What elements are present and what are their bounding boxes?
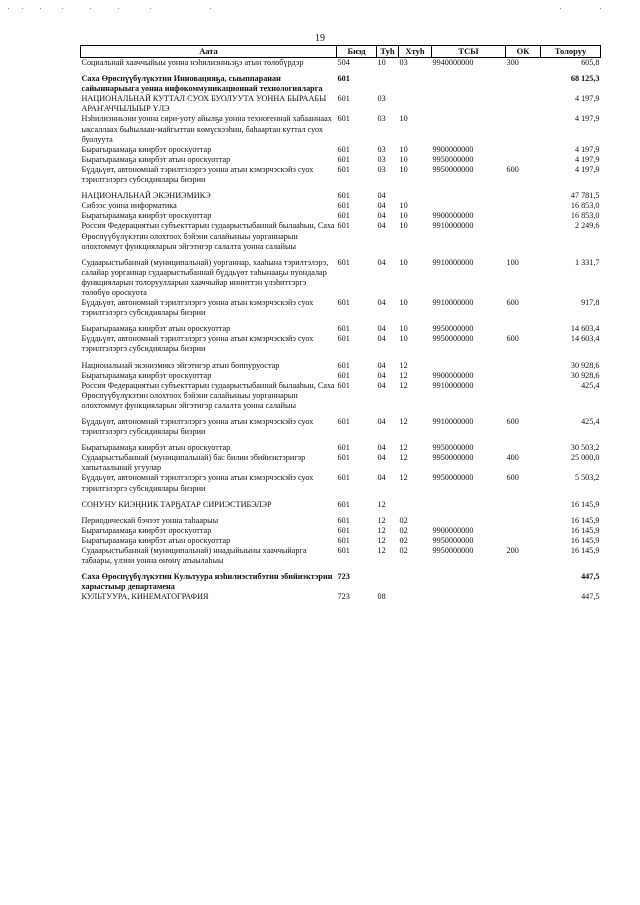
row-section: 12 <box>377 546 386 556</box>
row-amount: 16 145,9 <box>570 546 600 556</box>
row-expense-type: 600 <box>506 334 519 344</box>
row-ved: 601 <box>337 417 350 426</box>
row-subsection: 12 <box>399 370 408 380</box>
row-target-item: 9950000000 <box>432 154 474 164</box>
row-ved: 601 <box>337 499 350 509</box>
row-name: Бүддьүөт, автономнай тэрилтэлэргэ уонна атын кэмэрчэскэйэ суох тэрилтэлэргэ субсидиялары биэрии <box>81 334 314 354</box>
row-amount: 14 603,4 <box>570 334 600 344</box>
row-target-item: 9900000000 <box>432 370 474 380</box>
table-row <box>81 453 601 473</box>
row-expense-type: 100 <box>506 257 519 267</box>
row-section: 04 <box>377 417 386 426</box>
row-section: 03 <box>377 94 386 104</box>
row-subsection: 10 <box>399 154 408 164</box>
row-section: 12 <box>377 515 386 525</box>
row-section: 04 <box>377 443 386 453</box>
row-subsection: 02 <box>399 525 408 535</box>
row-target-item: 9910000000 <box>432 257 474 267</box>
row-ved: 601 <box>337 144 350 154</box>
row-expense-type <box>506 201 541 211</box>
row-subsection: 10 <box>399 221 408 231</box>
row-ved: 601 <box>337 191 350 201</box>
row-target-item <box>432 516 506 526</box>
row-expense-type <box>506 361 541 371</box>
row-ved: 601 <box>337 546 350 556</box>
row-section: 04 <box>377 360 386 370</box>
row-name: Бырагыраамаҕа киирбэт атын ороскуоттар <box>81 324 231 334</box>
row-name: Национальнай экэниэмикэ эйгэтигэр атын боппуруостар <box>81 360 280 370</box>
row-section: 04 <box>377 221 386 231</box>
row-subsection: 10 <box>399 114 408 124</box>
row-subsection: 12 <box>399 380 408 390</box>
row-target-item <box>432 592 506 602</box>
table-row <box>81 165 601 185</box>
row-expense-type: 300 <box>506 58 519 67</box>
row-subsection: 12 <box>399 360 408 370</box>
table-header <box>81 46 601 58</box>
row-ved: 601 <box>337 324 350 334</box>
row-ved: 601 <box>337 164 350 174</box>
row-amount: 68 125,3 <box>570 74 600 84</box>
table-row <box>81 536 601 546</box>
row-ved: 601 <box>337 94 350 104</box>
table-row <box>81 211 601 221</box>
table-row <box>81 381 601 411</box>
row-ved: 601 <box>337 211 350 221</box>
row-name: Нэһилиэнньэни уонна сири-уоту айылҕа уонна техногеннай хабааннаах ыксаллаах быһылаан-майгыттан көмүскээһин, баһаартан куттал суох буолуута <box>81 114 332 144</box>
row-ved: 601 <box>337 74 350 84</box>
page-number: 19 <box>315 33 325 44</box>
row-subsection: 02 <box>399 546 408 556</box>
row-target-item: 9910000000 <box>432 298 474 308</box>
row-target-item: 9900000000 <box>432 211 474 221</box>
row-name: Бүддьүөт, автономнай тэрилтэлэргэ уонна атын кэмэрчэскэйэ суох тэрилтэлэргэ субсидиялары биэрии <box>81 298 314 318</box>
row-amount: 30 928,6 <box>570 370 600 380</box>
table-row <box>81 74 601 94</box>
row-subsection: 12 <box>399 453 408 463</box>
row-expense-type <box>506 324 541 334</box>
header-name: Аата <box>81 46 337 58</box>
row-section: 10 <box>377 58 386 67</box>
row-section: 04 <box>377 257 386 267</box>
header-amount: Толоруу <box>541 46 601 58</box>
row-expense-type <box>506 155 541 165</box>
row-subsection <box>399 592 432 602</box>
row-target-item <box>432 361 506 371</box>
row-name: НАЦИОНАЛЬНАЙ ЭКЭНИЭМИКЭ <box>81 191 211 201</box>
row-ved: 601 <box>337 114 350 124</box>
row-expense-type <box>506 592 541 602</box>
row-amount: 1 331,7 <box>574 257 600 267</box>
row-name: Периодическай бэчээт уонна таһаарыы <box>81 515 219 525</box>
header-target-item: ТСЫ <box>432 46 506 58</box>
row-amount: 16 145,9 <box>570 515 600 525</box>
table-row <box>81 572 601 592</box>
table-body <box>81 58 601 603</box>
table-row <box>81 201 601 211</box>
row-target-item <box>432 94 506 114</box>
row-expense-type <box>506 114 541 144</box>
header-expense-type: ОК <box>506 46 541 58</box>
budget-table <box>80 45 601 603</box>
table-row <box>81 145 601 155</box>
row-expense-type <box>506 526 541 536</box>
row-expense-type <box>506 74 541 94</box>
row-expense-type: 600 <box>506 298 519 308</box>
row-subsection <box>399 191 432 201</box>
table-row <box>81 417 601 437</box>
row-amount: 447,5 <box>581 592 600 602</box>
row-amount: 4 197,9 <box>574 164 600 174</box>
table-row <box>81 526 601 536</box>
row-ved: 601 <box>337 257 350 267</box>
row-expense-type: 200 <box>506 546 519 556</box>
row-name: Бырагыраамаҕа киирбэт ороскуоттар <box>81 370 212 380</box>
row-name: Бүддьүөт, автономнай тэрилтэлэргэ уонна атын кэмэрчэскэйэ суох тэрилтэлэргэ субсидиялары биэрии <box>81 473 314 493</box>
row-amount: 16 853,0 <box>570 201 600 211</box>
row-section: 12 <box>377 499 386 509</box>
row-ved: 601 <box>337 360 350 370</box>
row-section: 03 <box>377 164 386 174</box>
row-target-item: 9910000000 <box>432 417 474 426</box>
table-row <box>81 371 601 381</box>
row-target-item: 9910000000 <box>432 221 474 231</box>
row-name: Судаарыстыбаннай (муниципальнай) бас билии эбийиэктэригэр хапытаалынай угуулар <box>81 453 306 473</box>
row-subsection: 03 <box>399 58 408 67</box>
row-subsection: 10 <box>399 144 408 154</box>
row-expense-type <box>506 191 541 201</box>
row-target-item: 9900000000 <box>432 525 474 535</box>
row-target-item: 9940000000 <box>432 58 474 67</box>
row-subsection <box>399 572 432 592</box>
row-section: 04 <box>377 453 386 463</box>
row-target-item: 9950000000 <box>432 164 474 174</box>
row-name: Бүддьүөт, автономнай тэрилтэлэргэ уонна атын кэмэрчэскэйэ суох тэрилтэлэргэ субсидиялары биэрии <box>81 417 314 437</box>
row-expense-type <box>506 443 541 453</box>
row-expense-type <box>506 211 541 221</box>
row-name: Судаарыстыбаннай (муниципальнай) ннадыйыыны хааччыйарга табаары, үлэни уонна өҥөнү атыылаһыы <box>81 546 307 566</box>
row-section <box>377 572 399 592</box>
row-ved: 723 <box>337 572 350 582</box>
row-subsection: 02 <box>399 515 408 525</box>
row-ved: 601 <box>337 370 350 380</box>
row-section: 03 <box>377 154 386 164</box>
row-subsection: 10 <box>399 201 408 211</box>
row-section: 04 <box>377 298 386 308</box>
table-row <box>81 443 601 453</box>
table-row <box>81 334 601 354</box>
row-amount: 5 503,2 <box>574 473 600 483</box>
table-row <box>81 58 601 69</box>
row-section: 12 <box>377 525 386 535</box>
row-section: 04 <box>377 334 386 344</box>
row-expense-type: 600 <box>506 473 519 483</box>
row-subsection <box>399 74 432 94</box>
table-row <box>81 155 601 165</box>
row-target-item <box>432 114 506 144</box>
row-expense-type <box>506 221 541 251</box>
row-name: Бырагыраамаҕа киирбэт атын ороскуоттар <box>81 535 231 545</box>
row-amount: 425,4 <box>581 417 600 426</box>
table-row <box>81 258 601 298</box>
row-amount: 4 197,9 <box>574 154 600 164</box>
row-target-item: 9950000000 <box>432 453 474 463</box>
row-subsection: 10 <box>399 164 408 174</box>
row-name: Бырагыраамаҕа киирбэт ороскуоттар <box>81 525 212 535</box>
row-target-item <box>432 500 506 510</box>
row-section: 12 <box>377 535 386 545</box>
table-row <box>81 516 601 526</box>
row-expense-type <box>506 536 541 546</box>
row-section: 08 <box>377 592 386 602</box>
table-row <box>81 94 601 114</box>
header-ved: Биэд <box>337 46 377 58</box>
row-target-item <box>432 201 506 211</box>
row-target-item <box>432 191 506 201</box>
row-name: КУЛЬТУУРА, КИНЕМАТОГРАФИЯ <box>81 592 209 602</box>
table-row <box>81 324 601 334</box>
row-expense-type <box>506 381 541 411</box>
row-name: Социальнай хааччыйыы уонна нэһилиэнньэҕэ атын төлөбүрдэр <box>81 58 304 67</box>
row-ved: 601 <box>337 443 350 453</box>
row-amount: 917,8 <box>581 298 600 308</box>
row-name: Саха Өрөспүүбүлүкэтин Культуура нэһилиэстибэтин эбийиэктэрин харыстыыр департамена <box>81 572 333 592</box>
row-section: 04 <box>377 473 386 483</box>
row-amount: 16 145,9 <box>570 499 600 509</box>
row-ved: 601 <box>337 535 350 545</box>
row-ved: 601 <box>337 453 350 463</box>
row-amount: 605,8 <box>581 58 600 67</box>
header-subsection: Хтуh <box>399 46 432 58</box>
table-row <box>81 361 601 371</box>
table-row <box>81 546 601 566</box>
row-amount: 2 249,6 <box>574 221 600 231</box>
row-expense-type <box>506 500 541 510</box>
row-ved: 601 <box>337 473 350 483</box>
row-name: Бырагыраамаҕа киирбэт атын ороскуоттар <box>81 443 231 453</box>
row-expense-type <box>506 371 541 381</box>
row-target-item: 9950000000 <box>432 324 474 334</box>
row-expense-type <box>506 572 541 592</box>
row-amount: 30 928,6 <box>570 360 600 370</box>
row-target-item: 9950000000 <box>432 546 474 556</box>
row-subsection: 12 <box>399 443 408 453</box>
scan-artifacts <box>0 8 640 12</box>
header-section: Туh <box>377 46 399 58</box>
row-section: 03 <box>377 114 386 124</box>
row-section: 03 <box>377 144 386 154</box>
row-target-item: 9950000000 <box>432 443 474 453</box>
row-name: Сибээс уонна информатика <box>81 201 177 211</box>
table-row <box>81 191 601 201</box>
row-subsection: 10 <box>399 334 408 344</box>
row-target-item: 9900000000 <box>432 144 474 154</box>
row-name: Бырагыраамаҕа киирбэт атын ороскуоттар <box>81 154 231 164</box>
row-name: Саха Өрөспүүбүлүкэтин Инновацияҕа, сыыппаранан сайыннарыыга уонна инфокоммуникационнай технологияларга <box>81 74 323 94</box>
row-ved: 601 <box>337 201 350 211</box>
row-subsection: 10 <box>399 298 408 308</box>
row-name: Россия Федерациятын субъекттарын судаарыстыбаннай былааһын, Саха Өрөспүүбүлүкэтин олохтоох бэйэни салайыныы уорганнарын олохтоммут функцияларын эйгэтигэр салалта уонна салайыы <box>81 221 335 251</box>
row-section: 04 <box>377 211 386 221</box>
row-target-item: 9950000000 <box>432 535 474 545</box>
row-expense-type <box>506 94 541 114</box>
row-section: 04 <box>377 201 386 211</box>
row-ved: 601 <box>337 515 350 525</box>
table-row <box>81 114 601 144</box>
row-subsection: 10 <box>399 257 408 267</box>
row-amount: 447,5 <box>581 572 600 582</box>
row-amount: 16 145,9 <box>570 525 600 535</box>
row-name: СОНУНУ КИЭҢНИК ТАРҔАТАР СИРИЭСТИБЭЛЭР <box>81 499 272 509</box>
row-ved: 601 <box>337 525 350 535</box>
row-section: 04 <box>377 370 386 380</box>
row-ved: 504 <box>337 58 350 67</box>
table-row <box>81 500 601 510</box>
row-target-item: 9910000000 <box>432 380 474 390</box>
table-row <box>81 473 601 493</box>
row-amount: 4 197,9 <box>574 144 600 154</box>
row-amount: 47 781,5 <box>570 191 600 201</box>
row-subsection <box>399 94 432 114</box>
row-subsection: 12 <box>399 473 408 483</box>
row-ved: 601 <box>337 221 350 231</box>
row-name: Бырагыраамаҕа киирбэт ороскуоттар <box>81 211 212 221</box>
row-section: 04 <box>377 324 386 334</box>
row-subsection: 12 <box>399 417 408 426</box>
row-expense-type: 600 <box>506 417 519 426</box>
row-name: Бүддьүөт, автономнай тэрилтэлэргэ уонна атын кэмэрчэскэйэ суох тэрилтэлэргэ субсидиялары биэрии <box>81 164 314 185</box>
row-section: 04 <box>377 191 386 201</box>
row-target-item <box>432 572 506 592</box>
table-row <box>81 298 601 318</box>
row-amount: 16 145,9 <box>570 535 600 545</box>
table-row <box>81 221 601 251</box>
row-amount: 16 853,0 <box>570 211 600 221</box>
row-subsection: 10 <box>399 211 408 221</box>
row-ved: 601 <box>337 154 350 164</box>
row-amount: 4 197,9 <box>574 114 600 124</box>
row-target-item: 9950000000 <box>432 334 474 344</box>
row-amount: 4 197,9 <box>574 94 600 104</box>
row-ved: 601 <box>337 334 350 344</box>
row-amount: 425,4 <box>581 380 600 390</box>
row-section <box>377 74 399 94</box>
row-amount: 14 603,4 <box>570 324 600 334</box>
row-ved: 601 <box>337 380 350 390</box>
row-subsection: 10 <box>399 324 408 334</box>
row-ved: 723 <box>337 592 350 602</box>
row-expense-type <box>506 516 541 526</box>
row-expense-type <box>506 145 541 155</box>
row-subsection: 02 <box>399 535 408 545</box>
row-name: НАЦИОНАЛЬНАЙ КУТТАЛ СУОХ БУОЛУУТА УОННА БЫРААБЫ АРАҤАЧЧЫЛЫЫР ҮЛЭ <box>81 94 327 114</box>
row-name: Судаарыстыбаннай (муниципальнай) уорганнар, хааһына тэрилтэлэрэ, салайар уорганнар судаарыстыбаннай бүддьүөт таһынааҕы пуондалар функцияларын толоруулларын хааччыйар инниттэн үлэһиттэргэ төлөбүө ороскуота <box>81 257 329 297</box>
row-expense-type: 600 <box>506 164 519 174</box>
row-expense-type: 400 <box>506 453 519 463</box>
row-name: Россия Федерациятын субъекттарын судаарыстыбаннай былааһын, Саха Өрөспүүбүлүкэтин олохтоох бэйэни салайыныы уорганнарын олохтоммут функцияларын эйгэтигэр салалта уонна салайыы <box>81 380 335 410</box>
row-name: Бырагыраамаҕа киирбэт ороскуоттар <box>81 144 212 154</box>
row-amount: 30 503,2 <box>570 443 600 453</box>
row-target-item: 9950000000 <box>432 473 474 483</box>
row-ved: 601 <box>337 298 350 308</box>
row-amount: 25 000,0 <box>570 453 600 463</box>
table-row <box>81 592 601 602</box>
row-target-item <box>432 74 506 94</box>
row-section: 04 <box>377 380 386 390</box>
row-subsection <box>399 500 432 510</box>
